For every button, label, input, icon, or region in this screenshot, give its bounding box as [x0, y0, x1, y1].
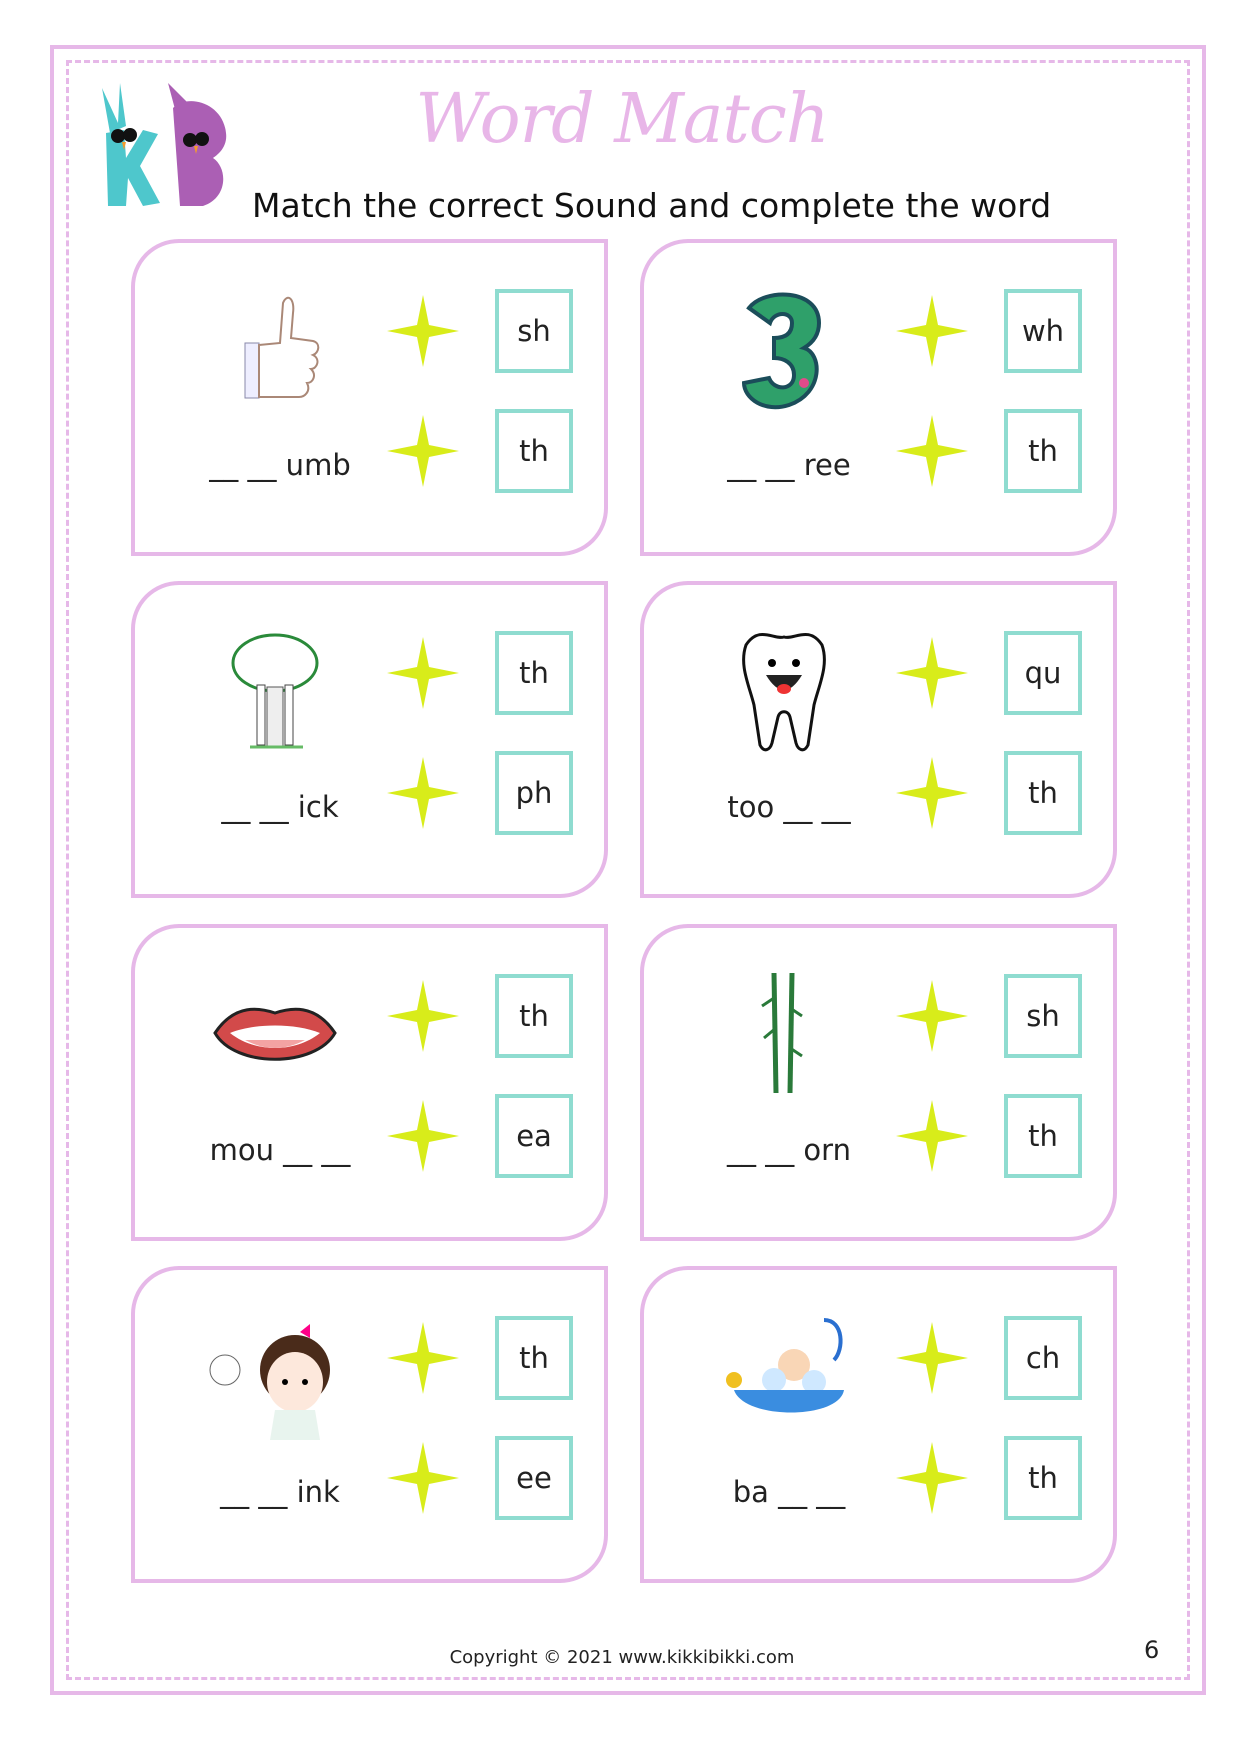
page-title: Word Match — [415, 80, 829, 159]
word-blank: too __ __ — [727, 790, 851, 824]
star-icon[interactable] — [894, 413, 970, 489]
star-icon[interactable] — [894, 755, 970, 831]
mouth-picture — [195, 968, 355, 1098]
sound-option[interactable]: ch — [1004, 1316, 1082, 1400]
copyright: Copyright © 2021 www.kikkibikki.com — [449, 1647, 795, 1668]
star-icon[interactable] — [385, 755, 461, 831]
sound-option[interactable]: th — [495, 974, 573, 1058]
match-card — [131, 239, 608, 556]
sound-option[interactable]: th — [495, 1316, 573, 1400]
star-icon[interactable] — [894, 293, 970, 369]
match-card — [131, 924, 608, 1241]
tree-trunk-picture — [195, 625, 355, 755]
sound-option[interactable]: th — [495, 409, 573, 493]
girl-thinking-picture — [195, 1310, 355, 1440]
sound-option[interactable]: qu — [1004, 631, 1082, 715]
word-blank: __ __ ink — [220, 1475, 340, 1509]
star-icon[interactable] — [894, 978, 970, 1054]
sound-option[interactable]: sh — [1004, 974, 1082, 1058]
baby-bath-picture — [704, 1310, 864, 1440]
word-blank: __ __ umb — [209, 448, 351, 482]
star-icon[interactable] — [385, 978, 461, 1054]
tooth-picture — [704, 625, 864, 755]
star-icon[interactable] — [385, 1320, 461, 1396]
word-blank: mou __ __ — [209, 1133, 351, 1167]
number-three-picture — [704, 283, 864, 413]
star-icon[interactable] — [894, 1320, 970, 1396]
word-blank: ba __ __ — [732, 1475, 846, 1509]
sound-option[interactable]: ph — [495, 751, 573, 835]
star-icon[interactable] — [385, 413, 461, 489]
star-icon[interactable] — [894, 635, 970, 711]
thumbs-up-picture — [195, 283, 355, 413]
match-card — [640, 239, 1117, 556]
sound-option[interactable]: ee — [495, 1436, 573, 1520]
match-card — [640, 581, 1117, 898]
match-card — [131, 581, 608, 898]
star-icon[interactable] — [385, 1440, 461, 1516]
word-blank: __ __ ree — [727, 448, 851, 482]
sound-option[interactable]: th — [1004, 409, 1082, 493]
match-card — [640, 924, 1117, 1241]
star-icon[interactable] — [385, 635, 461, 711]
star-icon[interactable] — [385, 293, 461, 369]
word-blank: __ __ ick — [221, 790, 339, 824]
sound-option[interactable]: th — [1004, 1436, 1082, 1520]
sound-option[interactable]: sh — [495, 289, 573, 373]
star-icon[interactable] — [894, 1098, 970, 1174]
sound-option[interactable]: ea — [495, 1094, 573, 1178]
sound-option[interactable]: th — [1004, 751, 1082, 835]
match-card — [640, 1266, 1117, 1583]
sound-option[interactable]: th — [495, 631, 573, 715]
star-icon[interactable] — [385, 1098, 461, 1174]
star-icon[interactable] — [894, 1440, 970, 1516]
thorn-stem-picture — [704, 968, 864, 1098]
sound-option[interactable]: wh — [1004, 289, 1082, 373]
sound-option[interactable]: th — [1004, 1094, 1082, 1178]
match-card — [131, 1266, 608, 1583]
word-blank: __ __ orn — [727, 1133, 851, 1167]
page-number: 6 — [1144, 1636, 1160, 1664]
instructions: Match the correct Sound and complete the word — [252, 186, 1052, 225]
